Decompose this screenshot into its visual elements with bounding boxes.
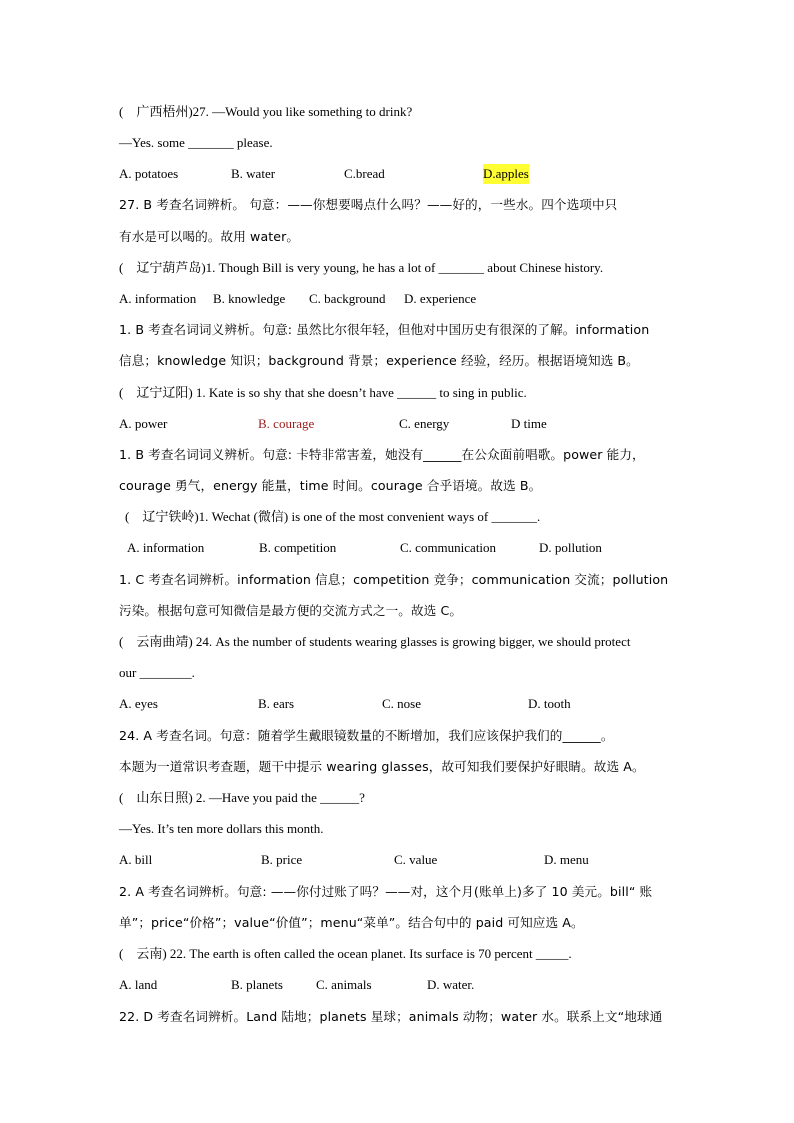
option-row bbox=[119, 975, 719, 995]
answer-explanation: 2. A 考查名词辨析。句意: ——你付过账了吗？——对，这个月(账单上)多了 10 美元。bill“ 账 bbox=[119, 884, 653, 899]
option-d-highlighted: D.apples bbox=[483, 164, 529, 184]
option-a: A. bill bbox=[119, 852, 153, 867]
option-a: A. eyes bbox=[119, 696, 158, 711]
option-row bbox=[119, 289, 719, 309]
question-reply: —Yes. some _______ please. bbox=[119, 135, 273, 150]
option-d: D. tooth bbox=[528, 696, 571, 711]
option-c: C. communication bbox=[400, 540, 497, 555]
option-a: A. potatoes bbox=[119, 166, 179, 181]
option-b: B. water bbox=[231, 166, 276, 181]
answer-explanation-cont: 污染。根据句意可知微信是最方便的交流方式之一。故选 C。 bbox=[119, 603, 463, 618]
option-row bbox=[127, 538, 727, 558]
answer-explanation: 1. C 考查名词辨析。information 信息；competition 竞争；communication 交流；pollution bbox=[119, 572, 669, 587]
question-stem-cont: our ________. bbox=[119, 665, 195, 680]
answer-explanation: 1. B 考查名词词义辨析。句意: 卡特非常害羞，她没有______在公众面前唱歌。power 能力， bbox=[119, 447, 645, 462]
option-b: B. price bbox=[261, 852, 303, 867]
option-b: B. competition bbox=[259, 540, 337, 555]
question-stem: ( 云南) 22. The earth is often called the ocean planet. Its surface is 70 percent _____. bbox=[119, 946, 572, 961]
option-d: D. water. bbox=[427, 977, 475, 992]
answer-explanation-cont: courage 勇气，energy 能量，time 时间。courage 合乎语境。故选 B。 bbox=[119, 478, 542, 493]
option-c: C. animals bbox=[316, 977, 372, 992]
option-b: B. knowledge bbox=[213, 291, 286, 306]
question-stem: ( 广西梧州)27. —Would you like something to drink? bbox=[119, 104, 413, 119]
option-a: A. power bbox=[119, 416, 168, 431]
option-row bbox=[119, 694, 719, 714]
question-stem: ( 辽宁葫芦岛)1. Though Bill is very young, he has a lot of _______ about Chinese history. bbox=[119, 260, 604, 275]
option-d: D time bbox=[511, 416, 547, 431]
option-d: D. menu bbox=[544, 852, 589, 867]
answer-explanation: 27. B 考查名词辨析。 句意：——你想要喝点什么吗？——好的，一些水。四个选项中只 bbox=[119, 197, 618, 212]
option-c: C. value bbox=[394, 852, 438, 867]
option-c: C.bread bbox=[344, 166, 385, 181]
answer-explanation: 24. A 考查名词。句意：随着学生戴眼镜数量的不断增加，我们应该保护我们的______。 bbox=[119, 728, 614, 743]
option-b: B. planets bbox=[231, 977, 283, 992]
answer-explanation-cont: 本题为一道常识考查题，题干中提示 wearing glasses，故可知我们要保护好眼睛。故选 A。 bbox=[119, 759, 645, 774]
option-a: A. information bbox=[119, 291, 197, 306]
answer-explanation-cont: 有水是可以喝的。故用 water。 bbox=[119, 229, 300, 244]
question-stem: ( 云南曲靖) 24. As the number of students wearing glasses is growing bigger, we should protect bbox=[119, 634, 631, 649]
answer-explanation: 22. D 考查名词辨析。Land 陆地；planets 星球；animals 动物；water 水。联系上文“地球通 bbox=[119, 1009, 663, 1024]
option-c: C. nose bbox=[382, 696, 421, 711]
answer-explanation-cont: 单”；price“价格”；value“价值”；menu“菜单”。结合句中的 paid 可知应选 A。 bbox=[119, 915, 584, 930]
option-row bbox=[119, 850, 719, 870]
option-d: D. pollution bbox=[539, 540, 602, 555]
option-b: B. ears bbox=[258, 696, 295, 711]
option-d: D. experience bbox=[404, 291, 477, 306]
option-c: C. energy bbox=[399, 416, 450, 431]
option-row bbox=[119, 164, 719, 184]
question-stem: ( 辽宁辽阳) 1. Kate is so shy that she doesn’t have ______ to sing in public. bbox=[119, 385, 527, 400]
question-stem: ( 辽宁铁岭)1. Wechat (微信) is one of the most convenient ways of _______. bbox=[125, 509, 541, 524]
question-reply: —Yes. It’s ten more dollars this month. bbox=[119, 821, 324, 836]
option-a: A. information bbox=[127, 540, 205, 555]
answer-explanation: 1. B 考查名词词义辨析。句意: 虽然比尔很年轻，但他对中国历史有很深的了解。information bbox=[119, 322, 650, 337]
option-row bbox=[119, 414, 719, 434]
question-stem: ( 山东日照) 2. —Have you paid the ______? bbox=[119, 790, 365, 805]
option-b: B. courage bbox=[258, 416, 315, 431]
option-a: A. land bbox=[119, 977, 158, 992]
option-c: C. background bbox=[309, 291, 386, 306]
answer-explanation-cont: 信息；knowledge 知识；background 背景；experience 经验，经历。根据语境知选 B。 bbox=[119, 353, 639, 368]
